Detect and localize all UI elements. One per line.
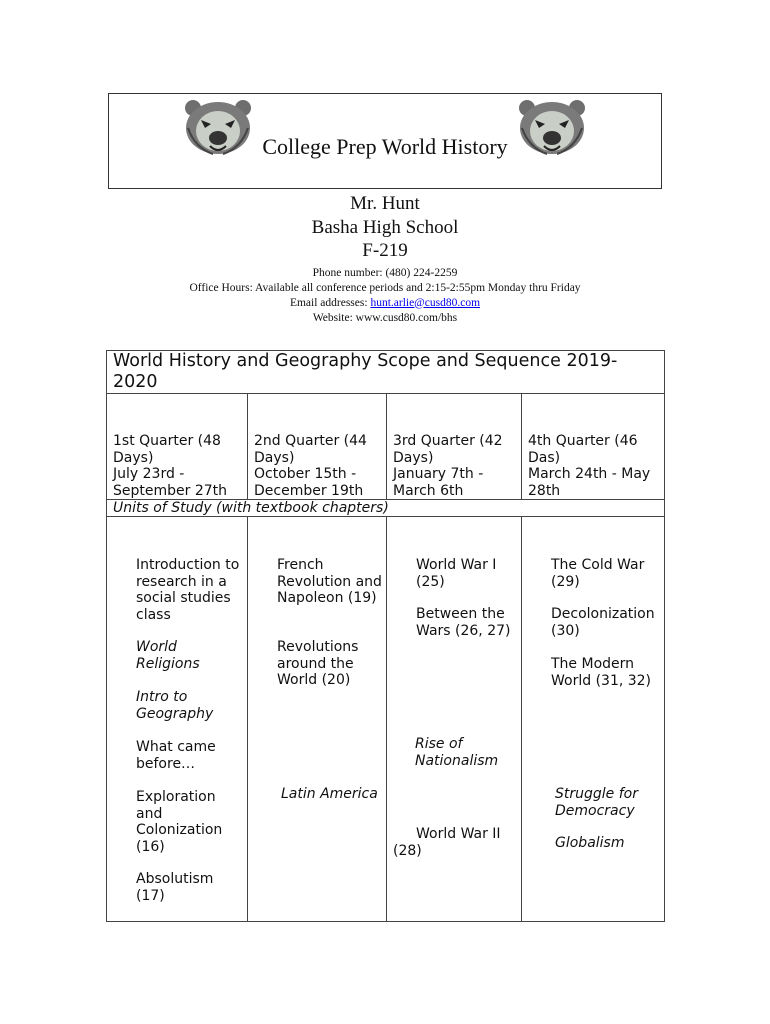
unit-item: World War II (28) <box>393 826 501 859</box>
unit-item: Intro to Geography <box>136 689 214 722</box>
unit-item: The Cold War (29) <box>551 557 645 590</box>
quarter-name: 4th Quarter (46 Das) <box>528 433 638 466</box>
unit-item: Absolutism (17) <box>136 871 214 904</box>
bear-logo-icon <box>517 98 587 158</box>
office-hours: Office Hours: Available all conference periods and 2:15-2:55pm Monday thru Friday <box>189 281 581 294</box>
unit-item: French Revolution and Napoleon (19) <box>277 557 382 606</box>
quarter-dates: July 23rd - September 27th <box>113 466 228 499</box>
unit-item: Revolutions around the World (20) <box>277 639 359 688</box>
email-link[interactable]: hunt.arlie@cusd80.com <box>370 296 481 309</box>
unit-item: Decolonization (30) <box>551 606 655 639</box>
unit-item: Between the Wars (26, 27) <box>416 606 511 639</box>
unit-item: What came before… <box>136 739 216 772</box>
quarter-cell <box>248 394 387 500</box>
phone-number: Phone number: (480) 224-2259 <box>312 266 458 279</box>
unit-item: Exploration and Colonization (16) <box>136 789 223 855</box>
quarter-name: 3rd Quarter (42 Days) <box>393 433 503 466</box>
room-number: F-219 <box>362 240 408 261</box>
scope-table <box>106 350 665 922</box>
unit-item: Introduction to research in a social studies class <box>136 557 240 623</box>
quarter-name: 1st Quarter (48 Days) <box>113 433 221 466</box>
course-title: College Prep World History <box>262 134 508 159</box>
quarter-cell <box>522 394 665 500</box>
unit-item: Globalism <box>555 835 625 851</box>
unit-item: Rise of Nationalism <box>415 736 499 769</box>
q1-units <box>107 517 248 922</box>
scope-title: World History and Geography Scope and Sequence 2019-2020 <box>107 351 665 394</box>
unit-item: World War I (25) <box>416 557 497 590</box>
email-line <box>108 296 662 311</box>
school-name: Basha High School <box>311 216 459 238</box>
q4-units <box>522 517 665 922</box>
teacher-name: Mr. Hunt <box>350 193 420 214</box>
q3-units <box>387 517 522 922</box>
quarter-cell <box>387 394 522 500</box>
unit-item: Latin America <box>281 786 378 802</box>
q2-units <box>248 517 387 922</box>
units-label: Units of Study (with textbook chapters) <box>107 500 665 517</box>
quarter-name: 2nd Quarter (44 Days) <box>254 433 367 466</box>
unit-item: World Religions <box>136 639 200 672</box>
quarter-dates: March 24th - May 28th <box>528 466 651 499</box>
quarter-dates: October 15th - December 19th <box>254 466 364 499</box>
website-line: Website: www.cusd80.com/bhs <box>312 311 458 324</box>
quarter-cell <box>107 394 248 500</box>
quarter-dates: January 7th - March 6th <box>393 466 484 499</box>
unit-item: The Modern World (31, 32) <box>551 656 652 689</box>
teacher-info <box>108 192 662 326</box>
email-label: Email addresses: <box>289 296 371 309</box>
header-box <box>108 93 662 189</box>
unit-item: Struggle for Democracy <box>555 786 638 819</box>
